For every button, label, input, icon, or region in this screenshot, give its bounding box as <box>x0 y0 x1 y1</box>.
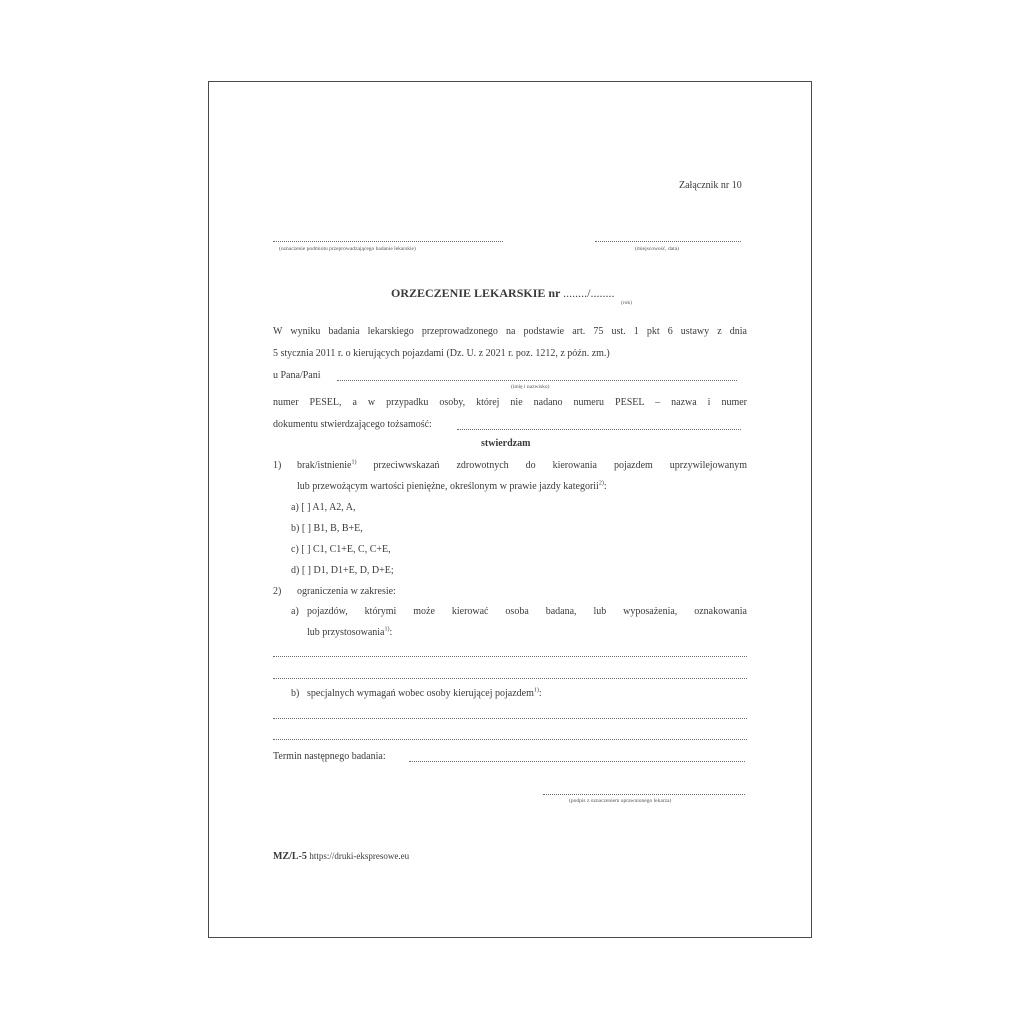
title-number: ......../........ <box>563 286 615 300</box>
point-1-line-1 <box>297 461 747 471</box>
checkbox[interactable]: [ ] <box>301 523 312 534</box>
footnote-ref: 1) <box>351 459 357 466</box>
pesel-line-2: dokumentu stwierdzającego tożsamość: <box>273 419 432 430</box>
attachment-label: Załącznik nr 10 <box>679 180 742 191</box>
person-label: u Pana/Pani <box>273 370 321 381</box>
signature-caption: (podpis z oznaczeniem uprawnionego lekarza) <box>569 798 672 804</box>
point-1-line-2-text: lub przewożącym wartości pieniężne, określonym w prawie jazdy kategorii <box>297 481 599 492</box>
document-title <box>391 287 615 299</box>
issuer-caption: (oznaczenie podmiotu przeprowadzającego badanie lekarskie) <box>279 246 416 252</box>
category-letter: a) <box>291 502 299 513</box>
category-item-d <box>291 566 394 576</box>
restriction-b-field-1 <box>273 718 747 719</box>
intro-line-1: W wyniku badania lekarskiego przeprowadzonego na podstawie art. 75 ust. 1 pkt 6 ustawy z dnia <box>273 326 747 337</box>
point-1-text-b: przeciwwskazań zdrowotnych do kierowania pojazdem uprzywilejowanym <box>356 460 747 471</box>
point-2-number: 2) <box>273 586 282 597</box>
pesel-field <box>457 429 741 430</box>
category-letter: d) <box>291 565 300 576</box>
category-text: D1, D1+E, D, D+E; <box>313 565 394 576</box>
signature-field <box>543 794 745 795</box>
place-date-caption: (miejscowość, data) <box>635 246 679 252</box>
point-2b-letter: b) <box>291 688 300 699</box>
intro-line-2: 5 stycznia 2011 r. o kierujących pojazdami (Dz. U. z 2021 r. poz. 1212, z późn. zm.) <box>273 348 610 359</box>
footer-code: MZ/L-5 <box>273 851 307 862</box>
point-2b-text: specjalnych wymagań wobec osoby kierującej pojazdem <box>307 688 534 699</box>
point-2b-line: specjalnych wymagań wobec osoby kierującej pojazdem$^{1)}$: <box>307 687 542 699</box>
issuer-field <box>273 241 503 242</box>
category-item-a <box>291 503 355 513</box>
category-letter: c) <box>291 544 299 555</box>
point-2-text: ograniczenia w zakresie: <box>297 586 396 597</box>
footer <box>273 852 409 862</box>
category-text: A1, A2, A, <box>312 502 356 513</box>
next-exam-label: Termin następnego badania: <box>273 751 386 762</box>
document-page <box>208 81 812 938</box>
title-year-caption: (rok) <box>621 300 632 306</box>
point-1-line-2: lub przewożącym wartości pieniężne, określonym w prawie jazdy kategorii$^{2)}$: <box>297 480 607 492</box>
point-2a-line-2-text: lub przystosowania <box>307 627 385 638</box>
stwierdzam-heading: stwierdzam <box>481 438 531 449</box>
point-2a-line-2: lub przystosowania$^{1)}$: <box>307 626 393 638</box>
footnote-ref: 2) <box>598 480 604 487</box>
checkbox[interactable]: [ ] <box>301 502 311 513</box>
category-text: B1, B, B+E, <box>313 523 363 534</box>
footnote-ref: 1) <box>384 626 390 633</box>
footer-url: https://druki-ekspresowe.eu <box>309 851 410 861</box>
person-field <box>337 380 737 381</box>
point-2a-letter: a) <box>291 606 299 617</box>
category-letter: b) <box>291 523 300 534</box>
category-item-c <box>291 545 391 555</box>
restriction-b-field-2 <box>273 739 747 740</box>
category-item-b <box>291 524 363 534</box>
title-text: ORZECZENIE LEKARSKIE nr <box>391 286 561 300</box>
restriction-a-field-1 <box>273 656 747 657</box>
restriction-a-field-2 <box>273 678 747 679</box>
checkbox[interactable]: [ ] <box>301 544 311 555</box>
place-date-field <box>595 241 741 242</box>
checkbox[interactable]: [ ] <box>301 565 312 576</box>
point-1-number: 1) <box>273 460 282 471</box>
person-caption: (imię i nazwisko) <box>511 384 550 390</box>
next-exam-field <box>409 761 745 762</box>
pesel-line-1: numer PESEL, a w przypadku osoby, której nie nadano numeru PESEL – nazwa i numer <box>273 397 747 408</box>
footnote-ref: 1) <box>533 687 539 694</box>
point-1-text-a: brak/istnienie <box>297 460 352 471</box>
point-2a-line-1: pojazdów, którymi może kierować osoba badana, lub wyposażenia, oznakowania <box>307 606 747 617</box>
category-text: C1, C1+E, C, C+E, <box>312 544 391 555</box>
